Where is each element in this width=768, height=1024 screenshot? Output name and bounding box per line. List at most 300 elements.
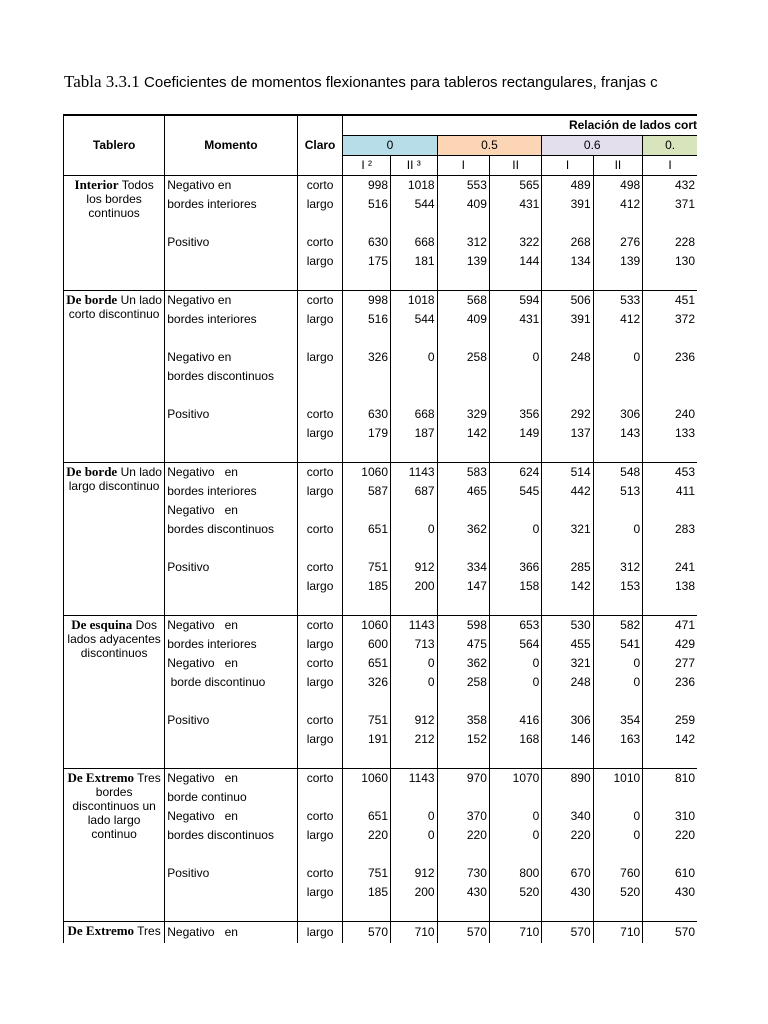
coefficient-cell: 130 [674, 254, 695, 268]
claro-cell: corto [297, 864, 343, 883]
coefficient-cell [437, 367, 489, 386]
coefficient-cell: 544 [391, 195, 438, 214]
coefficient-cell [437, 443, 489, 463]
coefficient-cell [343, 386, 391, 405]
coefficient-cell: 0 [489, 826, 541, 845]
coefficient-cell [437, 329, 489, 348]
claro-cell: largo [297, 922, 343, 944]
momento-cell: borde discontinuo [165, 673, 297, 692]
momento-cell [165, 424, 297, 443]
claro-cell: corto [297, 405, 343, 424]
momento-cell: Positivo [165, 711, 297, 730]
coefficient-cell: 220 [674, 828, 695, 842]
coefficient-cell [489, 788, 541, 807]
claro-cell: corto [297, 769, 343, 789]
coefficient-cell [343, 329, 391, 348]
coefficient-cell: 0 [391, 654, 438, 673]
momento-cell: Negativo en [165, 348, 297, 367]
tablero-cell [64, 463, 165, 616]
header-tablero: Tablero [64, 115, 165, 176]
coefficient-cell: 453 [643, 463, 697, 483]
coefficient-cell: 687 [391, 482, 438, 501]
coefficient-cell [343, 692, 391, 711]
claro-cell [297, 386, 343, 405]
coefficient-cell [542, 845, 593, 864]
coefficient-cell [391, 271, 438, 291]
coefficient-cell: 553 [437, 176, 489, 196]
coefficient-cell [643, 692, 697, 711]
coefficient-cell: 520 [489, 883, 541, 902]
coefficient-cell: 912 [391, 711, 438, 730]
coefficient-cell [643, 367, 697, 386]
coefficient-cell: 751 [343, 864, 391, 883]
tablero-cell [64, 291, 165, 463]
coefficient-cell: 142 [542, 577, 593, 596]
tablero-description: Un lado corto discontinuo [68, 293, 162, 321]
claro-cell [297, 271, 343, 291]
coefficient-cell: 391 [542, 195, 593, 214]
coefficient-cell: 570 [343, 922, 391, 944]
coefficient-cell: 570 [437, 922, 489, 944]
coefficients-table [63, 114, 697, 943]
claro-cell: largo [297, 883, 343, 902]
coefficient-cell: 0 [391, 348, 438, 367]
coefficient-cell [437, 214, 489, 233]
coefficient-cell [343, 845, 391, 864]
coefficient-cell: 200 [391, 577, 438, 596]
momento-cell [165, 596, 297, 616]
coefficient-cell: 326 [343, 348, 391, 367]
coefficient-cell: 258 [437, 673, 489, 692]
coefficient-cell [542, 386, 593, 405]
coefficient-cell: 430 [674, 885, 695, 899]
coefficient-cell: 568 [437, 291, 489, 311]
coefficient-cell: 372 [674, 312, 695, 326]
coefficient-cell: 1060 [343, 463, 391, 483]
momento-cell: Negativo en [165, 654, 297, 673]
coefficient-cell: 912 [391, 558, 438, 577]
claro-cell: largo [297, 310, 343, 329]
table-row [64, 176, 698, 196]
coefficient-cell [643, 501, 697, 520]
coefficient-cell: 362 [437, 654, 489, 673]
coefficient-cell: 548 [593, 463, 643, 483]
momento-cell: Positivo [165, 558, 297, 577]
claro-cell: corto [297, 233, 343, 252]
claro-cell: largo [297, 635, 343, 654]
coefficient-cell: 516 [343, 310, 391, 329]
coefficient-cell: 489 [542, 176, 593, 196]
coefficient-cell: 133 [674, 426, 695, 440]
coefficient-cell: 432 [643, 176, 697, 196]
coefficient-cell: 241 [674, 560, 695, 574]
subcol-I: I [643, 156, 697, 176]
coefficient-cell: 570 [643, 922, 697, 944]
coefficient-cell [643, 596, 697, 616]
coefficient-cell: 220 [437, 826, 489, 845]
momento-cell: borde continuo [165, 788, 297, 807]
coefficient-cell: 391 [542, 310, 593, 329]
table-row [64, 616, 698, 636]
coefficient-cell: 653 [489, 616, 541, 636]
coefficient-cell: 411 [675, 484, 695, 498]
coefficient-cell [593, 386, 643, 405]
coefficient-cell: 751 [343, 558, 391, 577]
momento-cell: bordes discontinuos [165, 367, 297, 386]
coefficient-cell: 354 [593, 711, 643, 730]
tablero-description: Tres bordes discontinuos un lado largo continuo [72, 771, 161, 841]
momento-cell: Negativo en [165, 463, 297, 483]
ratio-0-7: 0. [643, 136, 697, 156]
coefficient-cell: 358 [437, 711, 489, 730]
coefficient-cell [391, 329, 438, 348]
coefficient-cell: 236 [674, 675, 695, 689]
coefficient-cell: 587 [343, 482, 391, 501]
tablero-type: De borde [66, 464, 118, 479]
coefficient-cell: 137 [542, 424, 593, 443]
coefficient-cell [593, 539, 643, 558]
coefficient-cell: 146 [542, 730, 593, 749]
momento-cell: Negativo en [165, 176, 297, 196]
momento-cell: Negativo en [165, 807, 297, 826]
coefficient-cell [437, 501, 489, 520]
coefficient-cell: 516 [343, 195, 391, 214]
coefficient-cell: 179 [343, 424, 391, 443]
tablero-type: De borde [66, 292, 118, 307]
coefficient-cell [542, 367, 593, 386]
coefficient-cell: 506 [542, 291, 593, 311]
coefficient-cell: 321 [542, 520, 593, 539]
coefficient-cell [593, 596, 643, 616]
coefficient-cell: 149 [489, 424, 541, 443]
coefficient-cell [391, 596, 438, 616]
coefficient-cell: 431 [489, 310, 541, 329]
coefficient-cell: 322 [489, 233, 541, 252]
coefficient-cell: 710 [593, 922, 643, 944]
claro-cell: largo [297, 252, 343, 271]
coefficient-cell: 520 [593, 883, 643, 902]
coefficient-cell: 329 [437, 405, 489, 424]
coefficient-cell [542, 788, 593, 807]
coefficient-cell [542, 539, 593, 558]
coefficient-cell [489, 692, 541, 711]
coefficient-cell: 220 [542, 826, 593, 845]
coefficient-cell: 175 [343, 252, 391, 271]
coefficient-cell: 340 [542, 807, 593, 826]
coefficient-cell [489, 501, 541, 520]
coefficient-cell [593, 749, 643, 769]
coefficient-cell: 228 [674, 235, 695, 249]
momento-cell: Negativo en [165, 769, 297, 789]
coefficient-cell: 730 [437, 864, 489, 883]
coefficient-cell [343, 539, 391, 558]
coefficient-cell: 0 [391, 826, 438, 845]
coefficient-cell: 0 [489, 807, 541, 826]
coefficient-cell: 200 [391, 883, 438, 902]
coefficient-cell [542, 692, 593, 711]
header-claro: Claro [297, 115, 343, 176]
coefficient-cell: 1143 [391, 769, 438, 789]
coefficient-cell: 370 [437, 807, 489, 826]
coefficient-cell [643, 214, 697, 233]
coefficient-cell: 371 [674, 197, 695, 211]
coefficient-cell [489, 271, 541, 291]
coefficient-cell: 890 [542, 769, 593, 789]
coefficient-cell [489, 902, 541, 922]
coefficient-cell: 1010 [593, 769, 643, 789]
coefficient-cell: 163 [593, 730, 643, 749]
header-row-1 [64, 115, 698, 136]
coefficient-cell: 600 [343, 635, 391, 654]
tablero-cell [64, 769, 165, 922]
coefficient-cell: 475 [437, 635, 489, 654]
subcol-II: II [489, 156, 541, 176]
coefficient-cell [643, 749, 697, 769]
claro-cell [297, 788, 343, 807]
coefficient-cell: 412 [593, 310, 643, 329]
claro-cell: corto [297, 463, 343, 483]
coefficient-cell [343, 501, 391, 520]
coefficient-cell: 276 [593, 233, 643, 252]
coefficient-cell [593, 501, 643, 520]
coefficient-cell [489, 443, 541, 463]
coefficient-cell [343, 271, 391, 291]
coefficient-cell: 564 [489, 635, 541, 654]
momento-cell: Positivo [165, 864, 297, 883]
coefficient-cell: 142 [437, 424, 489, 443]
coefficient-cell: 259 [674, 713, 695, 727]
coefficient-cell: 513 [593, 482, 643, 501]
tablero-description: Tres [137, 924, 161, 938]
coefficient-cell: 0 [391, 807, 438, 826]
coefficient-cell: 0 [489, 348, 541, 367]
claro-cell: largo [297, 730, 343, 749]
table-row [64, 922, 698, 944]
coefficient-cell [643, 271, 697, 291]
coefficient-cell [437, 749, 489, 769]
coefficient-cell [489, 596, 541, 616]
coefficient-cell: 143 [593, 424, 643, 443]
coefficient-cell [542, 749, 593, 769]
ratio-0: 0 [343, 136, 437, 156]
momento-cell [165, 329, 297, 348]
coefficient-cell: 610 [674, 866, 695, 880]
coefficient-cell: 760 [593, 864, 643, 883]
momento-cell: Positivo [165, 405, 297, 424]
coefficient-cell [489, 329, 541, 348]
coefficient-cell: 1018 [391, 176, 438, 196]
momento-cell: Negativo en [165, 501, 297, 520]
coefficient-cell [489, 749, 541, 769]
coefficient-cell [593, 367, 643, 386]
coefficient-cell: 212 [391, 730, 438, 749]
claro-cell: corto [297, 807, 343, 826]
coefficient-cell [593, 443, 643, 463]
claro-cell [297, 367, 343, 386]
momento-cell [165, 577, 297, 596]
coefficient-cell: 0 [593, 673, 643, 692]
coefficient-cell: 0 [489, 520, 541, 539]
momento-cell [165, 271, 297, 291]
coefficient-cell: 181 [391, 252, 438, 271]
coefficient-cell: 0 [593, 807, 643, 826]
coefficient-cell: 0 [593, 654, 643, 673]
coefficient-cell: 0 [593, 348, 643, 367]
coefficient-cell: 533 [593, 291, 643, 311]
coefficient-cell: 630 [343, 405, 391, 424]
coefficient-cell: 430 [542, 883, 593, 902]
coefficient-cell [391, 367, 438, 386]
coefficient-cell [489, 539, 541, 558]
coefficient-cell [489, 386, 541, 405]
coefficient-cell: 430 [437, 883, 489, 902]
claro-cell: largo [297, 673, 343, 692]
subcol-I: I [542, 156, 593, 176]
claro-cell: corto [297, 654, 343, 673]
claro-cell: largo [297, 577, 343, 596]
table-number: Tabla 3.3.1 [64, 72, 140, 91]
coefficient-cell [593, 692, 643, 711]
ratio-0-5: 0.5 [437, 136, 542, 156]
coefficient-cell: 220 [343, 826, 391, 845]
coefficient-cell: 465 [437, 482, 489, 501]
coefficient-cell: 248 [542, 673, 593, 692]
claro-cell [297, 902, 343, 922]
coefficient-cell [643, 443, 697, 463]
coefficient-cell: 710 [489, 922, 541, 944]
coefficient-cell: 431 [489, 195, 541, 214]
coefficient-cell: 624 [489, 463, 541, 483]
coefficient-cell [542, 271, 593, 291]
coefficient-cell [343, 443, 391, 463]
coefficient-cell: 429 [674, 637, 695, 651]
tablero-cell [64, 176, 165, 291]
coefficient-cell: 306 [593, 405, 643, 424]
momento-cell [165, 883, 297, 902]
coefficient-cell: 366 [489, 558, 541, 577]
subcol-I: I [437, 156, 489, 176]
coefficient-cell: 236 [674, 350, 695, 364]
coefficient-cell [391, 749, 438, 769]
coefficient-cell: 583 [437, 463, 489, 483]
coefficient-cell: 565 [489, 176, 541, 196]
momento-cell: bordes interiores [165, 635, 297, 654]
coefficient-cell: 912 [391, 864, 438, 883]
coefficient-cell: 514 [542, 463, 593, 483]
claro-cell: largo [297, 348, 343, 367]
coefficient-cell [593, 329, 643, 348]
coefficient-cell: 713 [391, 635, 438, 654]
header-relacion: Relación de lados cort [343, 115, 697, 136]
coefficient-cell: 998 [343, 291, 391, 311]
coefficient-cell [437, 788, 489, 807]
coefficient-cell [391, 501, 438, 520]
coefficient-cell: 1143 [391, 616, 438, 636]
coefficient-cell: 356 [489, 405, 541, 424]
claro-cell [297, 596, 343, 616]
momento-cell: Negativo en [165, 922, 297, 944]
coefficient-cell: 153 [593, 577, 643, 596]
coefficient-cell [593, 845, 643, 864]
coefficient-cell [542, 501, 593, 520]
coefficient-cell: 541 [593, 635, 643, 654]
coefficient-cell [437, 845, 489, 864]
claro-cell [297, 845, 343, 864]
coefficient-cell [391, 902, 438, 922]
coefficient-cell: 139 [593, 252, 643, 271]
coefficient-cell: 630 [343, 233, 391, 252]
coefficient-cell: 970 [437, 769, 489, 789]
coefficient-cell: 416 [489, 711, 541, 730]
claro-cell [297, 749, 343, 769]
coefficient-cell: 670 [542, 864, 593, 883]
coefficient-cell [437, 271, 489, 291]
coefficient-cell: 362 [437, 520, 489, 539]
tablero-cell [64, 922, 165, 944]
coefficient-cell [437, 539, 489, 558]
table-row [64, 463, 698, 483]
coefficient-cell [542, 329, 593, 348]
claro-cell [297, 692, 343, 711]
claro-cell: corto [297, 616, 343, 636]
coefficient-cell: 144 [489, 252, 541, 271]
coefficient-cell [343, 214, 391, 233]
momento-cell: bordes discontinuos [165, 826, 297, 845]
coefficient-cell [542, 596, 593, 616]
coefficient-cell: 409 [437, 195, 489, 214]
momento-cell [165, 845, 297, 864]
momento-cell [165, 539, 297, 558]
coefficient-cell [489, 367, 541, 386]
table-row [64, 291, 698, 311]
coefficient-cell: 545 [489, 482, 541, 501]
coefficient-cell [437, 902, 489, 922]
tablero-type: De esquina [71, 617, 133, 632]
coefficient-cell [437, 386, 489, 405]
claro-cell: corto [297, 176, 343, 196]
coefficient-cell: 185 [343, 883, 391, 902]
coefficient-cell: 582 [593, 616, 643, 636]
coefficient-cell: 0 [391, 520, 438, 539]
coefficient-cell: 0 [593, 826, 643, 845]
claro-cell [297, 214, 343, 233]
claro-cell: corto [297, 558, 343, 577]
coefficient-cell: 668 [391, 405, 438, 424]
momento-cell [165, 386, 297, 405]
coefficient-cell [437, 596, 489, 616]
coefficient-cell: 0 [489, 654, 541, 673]
coefficient-cell: 412 [593, 195, 643, 214]
momento-cell: bordes interiores [165, 195, 297, 214]
coefficient-cell: 292 [542, 405, 593, 424]
coefficient-cell: 1018 [391, 291, 438, 311]
coefficient-cell: 152 [437, 730, 489, 749]
coefficient-cell [643, 539, 697, 558]
claro-cell: corto [297, 520, 343, 539]
coefficient-cell: 0 [593, 520, 643, 539]
tablero-description: Un lado largo discontinuo [68, 465, 162, 493]
momento-cell [165, 730, 297, 749]
coefficient-cell: 312 [593, 558, 643, 577]
coefficient-cell [489, 845, 541, 864]
coefficient-cell: 751 [343, 711, 391, 730]
coefficient-cell [343, 596, 391, 616]
coefficient-cell [437, 692, 489, 711]
coefficient-cell [391, 214, 438, 233]
claro-cell: corto [297, 711, 343, 730]
coefficient-cell: 668 [391, 233, 438, 252]
coefficient-cell [643, 902, 697, 922]
